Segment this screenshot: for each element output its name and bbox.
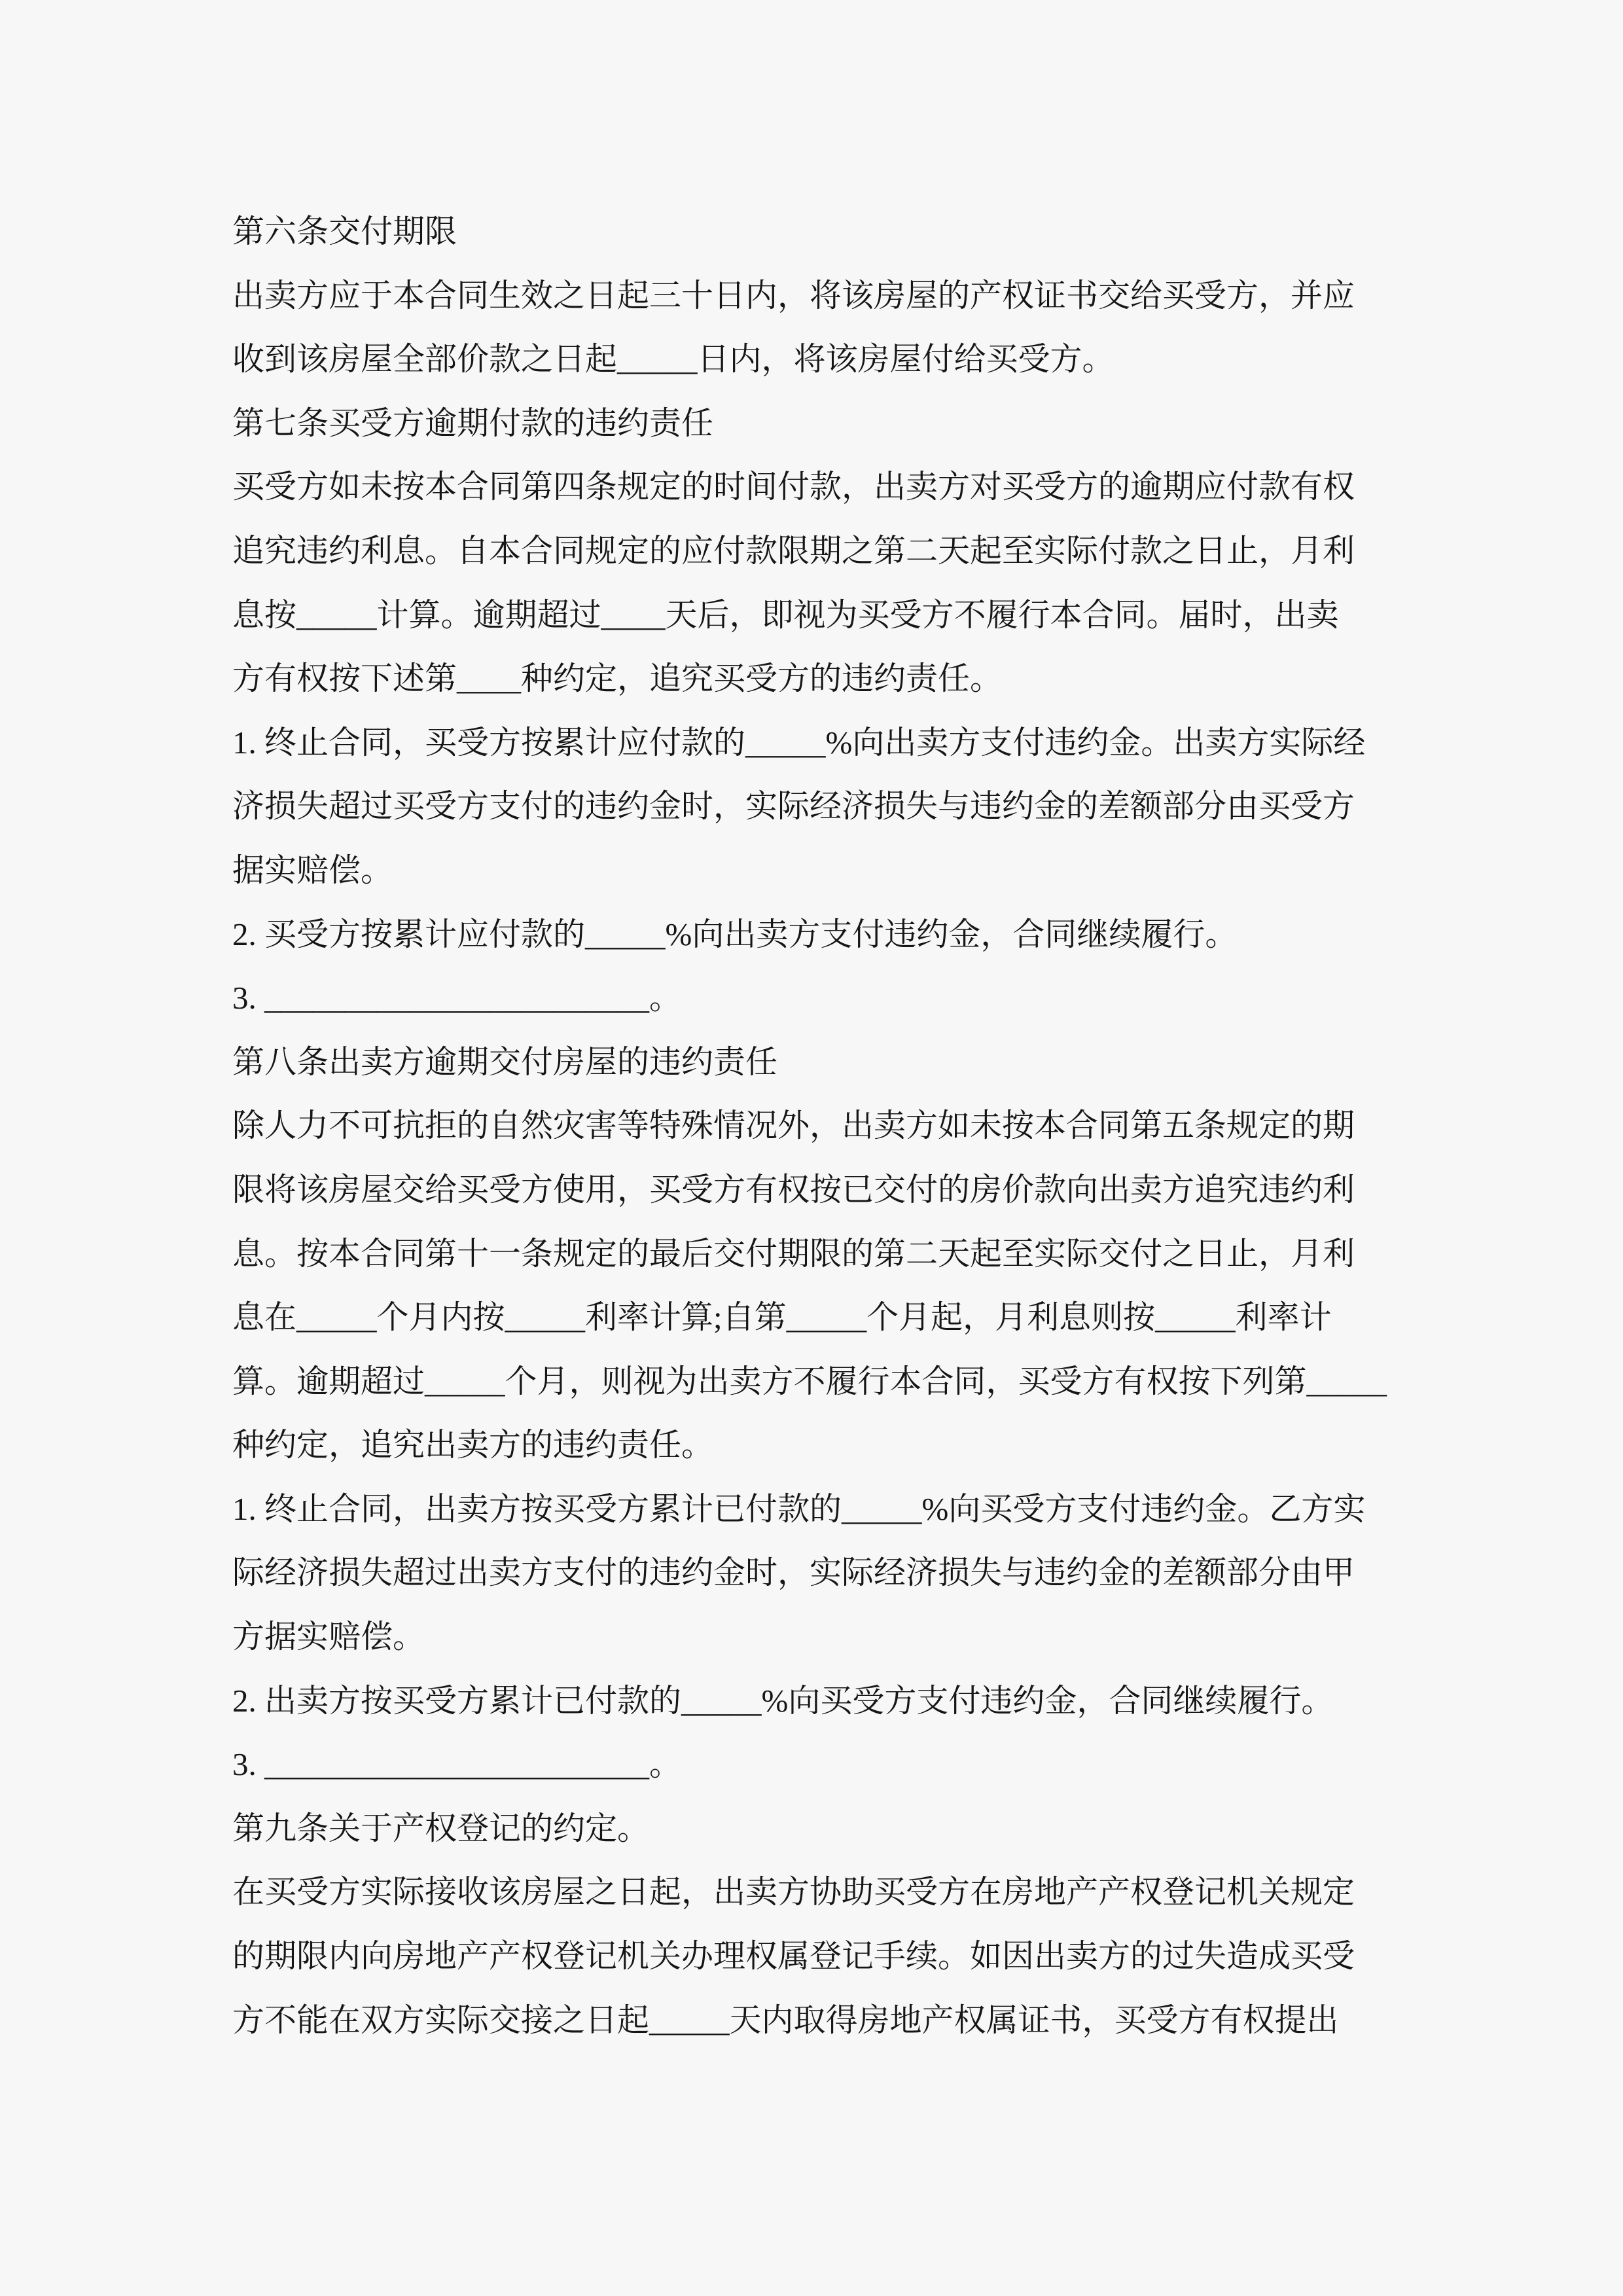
contract-body (232, 200, 1404, 2052)
paragraph-line: 息在_____个月内按_____利率计算;自第_____个月起，月利息则按_____利率计 (232, 1299, 1332, 1336)
article-heading: 第七条买受方逾期付款的违约责任 (232, 404, 714, 441)
list-item-line: 3. ________________________。 (232, 1746, 681, 1783)
paragraph-line: 种约定，追究出卖方的违约责任。 (232, 1427, 714, 1463)
paragraph-line: 收到该房屋全部价款之日起_____日内，将该房屋付给买受方。 (232, 341, 1115, 378)
list-item-line: 1. 终止合同，买受方按累计应付款的_____%向出卖方支付违约金。出卖方实际经 (232, 724, 1366, 761)
paragraph-line: 在买受方实际接收该房屋之日起，出卖方协助买受方在房地产产权登记机关规定 (232, 1874, 1355, 1910)
paragraph-line: 追究违约利息。自本合同规定的应付款限期之第二天起至实际付款之日止，月利 (232, 532, 1355, 569)
paragraph-line: 限将该房屋交给买受方使用，买受方有权按已交付的房价款向出卖方追究违约利 (232, 1171, 1355, 1208)
paragraph-line: 方据实赔偿。 (232, 1619, 425, 1655)
paragraph-line: 买受方如未按本合同第四条规定的时间付款，出卖方对买受方的逾期应付款有权 (232, 469, 1355, 505)
list-item-line: 2. 买受方按累计应付款的_____%向出卖方支付违约金，合同继续履行。 (232, 916, 1238, 952)
article-heading: 第六条交付期限 (232, 213, 457, 249)
article-heading: 第八条出卖方逾期交付房屋的违约责任 (232, 1043, 778, 1080)
paragraph-line: 出卖方应于本合同生效之日起三十日内，将该房屋的产权证书交给买受方，并应 (232, 277, 1355, 314)
paragraph-line: 据实赔偿。 (232, 852, 393, 888)
list-item-line: 3. ________________________。 (232, 980, 681, 1016)
paragraph-line: 息。按本合同第十一条规定的最后交付期限的第二天起至实际交付之日止，月利 (232, 1235, 1355, 1272)
list-item-line: 1. 终止合同，出卖方按买受方累计已付款的_____%向买受方支付违约金。乙方实 (232, 1490, 1366, 1527)
paragraph-line: 除人力不可抗拒的自然灾害等特殊情况外，出卖方如未按本合同第五条规定的期 (232, 1107, 1355, 1144)
paragraph-line: 际经济损失超过出卖方支付的违约金时，实际经济损失与违约金的差额部分由甲 (232, 1554, 1355, 1591)
article-heading: 第九条关于产权登记的约定。 (232, 1810, 650, 1846)
paragraph-line: 的期限内向房地产产权登记机关办理权属登记手续。如因出卖方的过失造成买受 (232, 1938, 1355, 1975)
paragraph-line: 息按_____计算。逾期超过____天后，即视为买受方不履行本合同。届时，出卖 (232, 596, 1339, 633)
list-item-line: 2. 出卖方按买受方累计已付款的_____%向买受方支付违约金，合同继续履行。 (232, 1682, 1334, 1719)
paragraph-line: 方有权按下述第____种约定，追究买受方的违约责任。 (232, 660, 1003, 697)
paragraph-line: 济损失超过买受方支付的违约金时，实际经济损失与违约金的差额部分由买受方 (232, 788, 1355, 825)
paragraph-line: 算。逾期超过_____个月，则视为出卖方不履行本合同，买受方有权按下列第_____ (232, 1363, 1387, 1399)
paragraph-line: 方不能在双方实际交接之日起_____天内取得房地产权属证书，买受方有权提出 (232, 2001, 1339, 2038)
